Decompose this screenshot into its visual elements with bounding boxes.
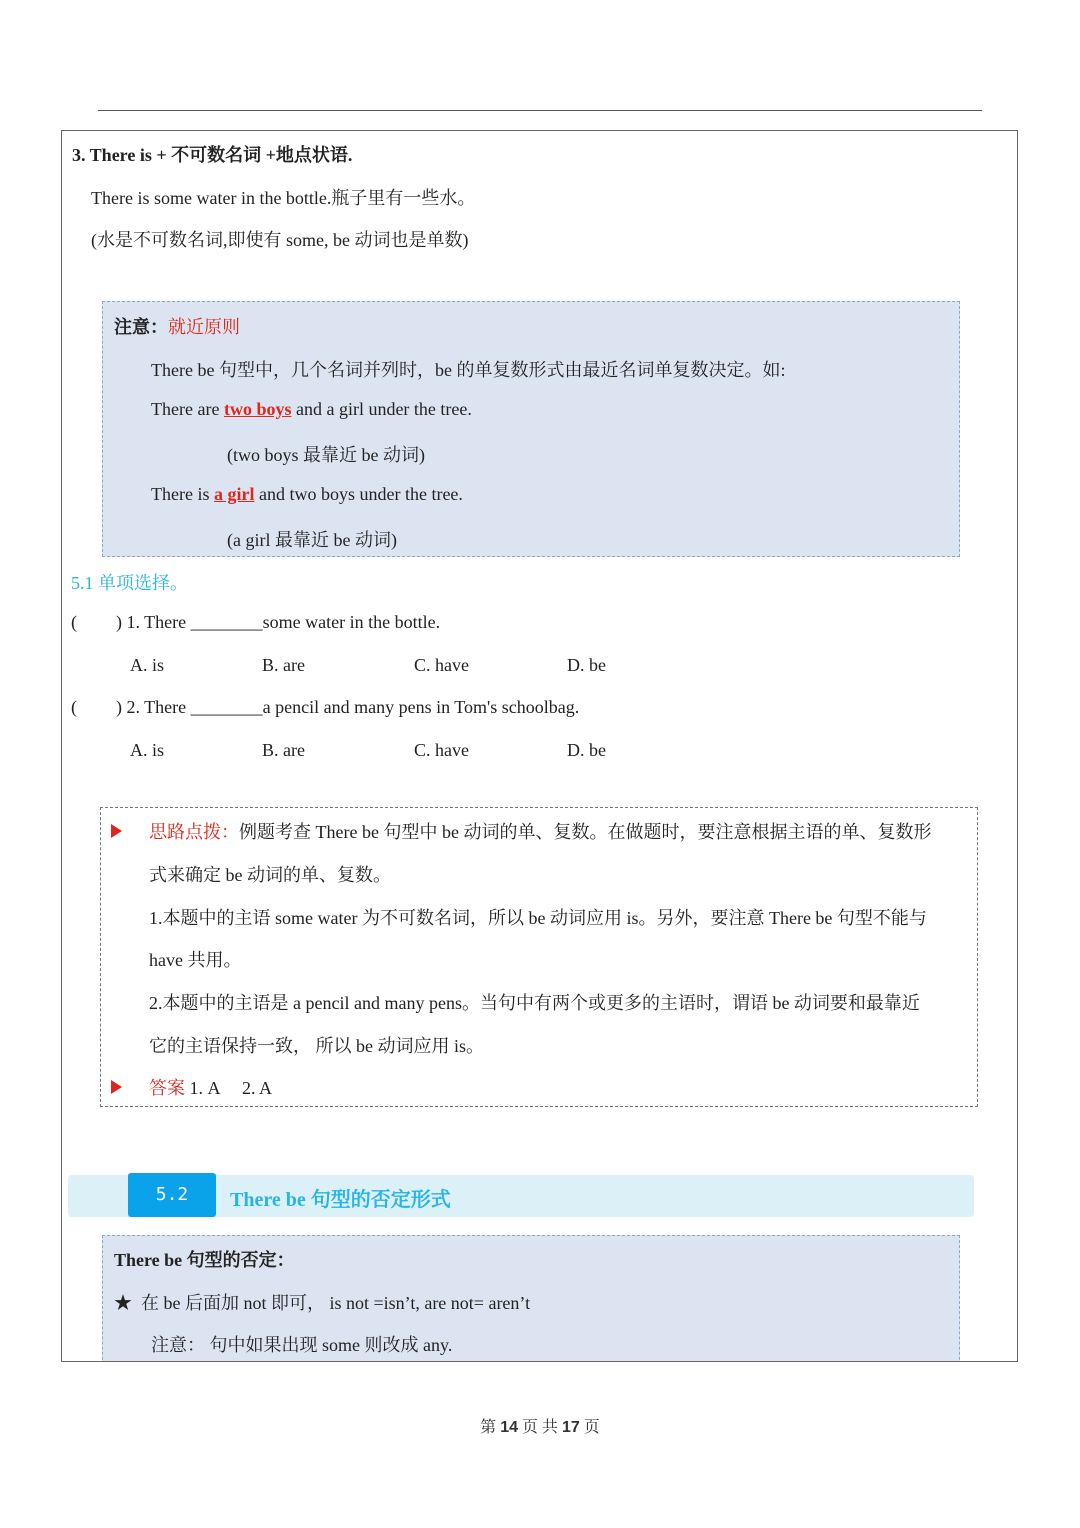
example-1-prefix: There are [151,399,224,419]
star-icon: ★ [114,1293,132,1313]
q1-option-c[interactable]: C. have [414,655,469,675]
tips-line-1 [149,818,931,844]
footer-suffix: 页 [579,1419,600,1436]
answer-values: 1. A 2. A [189,1078,273,1098]
content-frame [61,130,1018,1362]
example-2-highlight: a girl [213,484,255,504]
footer-middle: 页 共 [517,1419,562,1436]
q2-option-d[interactable]: D. be [567,740,606,760]
note-example-1 [151,399,472,420]
arrow-icon [111,824,122,838]
note-label: 注意： [114,317,168,337]
answer-line [149,1074,272,1100]
rule3-heading: 3. There is + 不可数名词 +地点状语. [72,145,353,165]
arrow-icon [111,1080,122,1094]
example-2-prefix: There is [151,484,214,504]
example-1-highlight: two boys [223,399,292,419]
q1-paren: ( [71,612,77,632]
note-rule: There be 句型中，几个名词并列时，be 的单复数形式由最近名词单复数决定。如: [151,360,786,380]
tips-line-5: 2.本题中的主语是 a pencil and many pens。当句中有两个或更多的主语时，谓语 be 动词要和最靠近 [149,993,920,1013]
tips-label: 思路点拨： [149,822,239,842]
q1-option-b[interactable]: B. are [262,655,305,675]
rule3-example: There is some water in the bottle.瓶子里有一些水。 [91,188,476,208]
tips-box [100,807,978,1107]
footer-prefix: 第 [480,1419,501,1436]
current-page: 14 [500,1419,518,1436]
answer-label: 答案 [149,1078,185,1098]
note-box [102,301,960,557]
example-2-suffix: and two boys under the tree. [254,484,463,504]
negation-rule: 在 be 后面加 not 即可， is not =isn’t, are not= aren’t [141,1293,531,1313]
q2-option-c[interactable]: C. have [414,740,469,760]
page-footer [0,1414,1080,1437]
negation-heading: There be 句型的否定： [114,1250,295,1270]
tips-line-4: have 共用。 [149,950,242,970]
exercise-title: 5.1 单项选择。 [71,573,188,593]
negation-note: 注意： 句中如果出现 some 则改成 any. [151,1335,453,1355]
q2-paren: ( [71,697,77,717]
tips-line-3: 1.本题中的主语 some water 为不可数名词，所以 be 动词应用 is。另外，要注意 There be 句型不能与 [149,908,927,928]
tips-text-1: 例题考查 There be 句型中 be 动词的单、复数。在做题时，要注意根据主语的单、复数形 [239,822,932,842]
example-1-suffix: and a girl under the tree. [291,399,472,419]
q2-option-b[interactable]: B. are [262,740,305,760]
note-example-2 [151,484,463,505]
tips-line-2: 式来确定 be 动词的单、复数。 [149,865,391,885]
q2-text: ) 2. There ________a pencil and many pens in Tom's schoolbag. [116,697,580,717]
section-title: There be 句型的否定形式 [230,1189,451,1211]
note-example-1-note: (two boys 最靠近 be 动词) [227,445,425,465]
section-number-badge: 5.2 [128,1173,216,1217]
note-title: 就近原则 [168,317,240,337]
q1-option-a[interactable]: A. is [130,655,165,675]
q1-option-d[interactable]: D. be [567,655,606,675]
note-heading [114,313,240,339]
header-rule [98,110,982,111]
negation-box [102,1235,960,1362]
negation-rule-line [114,1289,530,1315]
total-pages: 17 [562,1419,580,1436]
q2-option-a[interactable]: A. is [130,740,165,760]
note-example-2-note: (a girl 最靠近 be 动词) [227,530,397,550]
rule3-explain: (水是不可数名词,即使有 some, be 动词也是单数) [91,230,469,250]
q1-text: ) 1. There ________some water in the bottle. [116,612,441,632]
tips-line-6: 它的主语保持一致， 所以 be 动词应用 is。 [149,1036,484,1056]
